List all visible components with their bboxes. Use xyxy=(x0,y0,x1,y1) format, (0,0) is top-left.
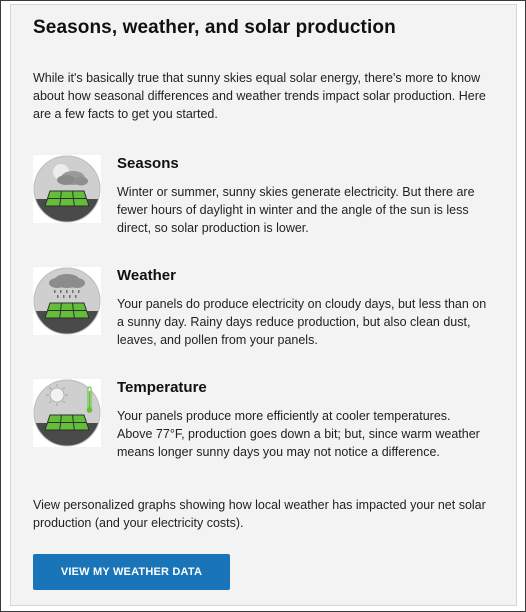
content-card xyxy=(10,4,517,606)
temperature-sun-thermometer-solar-panel-icon xyxy=(33,379,101,447)
seasons-sun-cloud-solar-panel-icon xyxy=(33,155,101,223)
section-body-temperature: Your panels produce more efficiently at cooler temperatures. Above 77°F, production goes down a bit; but, since warm weather means longer sunny days you may not notice a difference. xyxy=(117,409,480,459)
section-body-seasons: Winter or summer, sunny skies generate electricity. But there are fewer hours of daylight in winter and the angle of the sun is less direct, so solar production is lower. xyxy=(117,185,475,235)
section-heading-seasons: Seasons xyxy=(117,155,179,172)
intro-paragraph: While it's basically true that sunny skies equal solar energy, there's more to know about how seasonal differences and weather trends impact solar production. Here are a few facts to get you started. xyxy=(33,71,486,121)
section-heading-weather: Weather xyxy=(117,267,176,284)
weather-rain-cloud-solar-panel-icon xyxy=(33,267,101,335)
section-heading-temperature: Temperature xyxy=(117,379,207,396)
section-body-weather: Your panels do produce electricity on cloudy days, but less than on a sunny day. Rainy days reduce production, but also clean dust, leaves, and pollen from your panels. xyxy=(117,297,487,347)
view-weather-data-button[interactable]: VIEW MY WEATHER DATA xyxy=(33,554,230,590)
outro-paragraph: View personalized graphs showing how local weather has impacted your net solar production (and your electricity costs). xyxy=(33,498,486,530)
page-title: Seasons, weather, and solar production xyxy=(33,17,396,38)
